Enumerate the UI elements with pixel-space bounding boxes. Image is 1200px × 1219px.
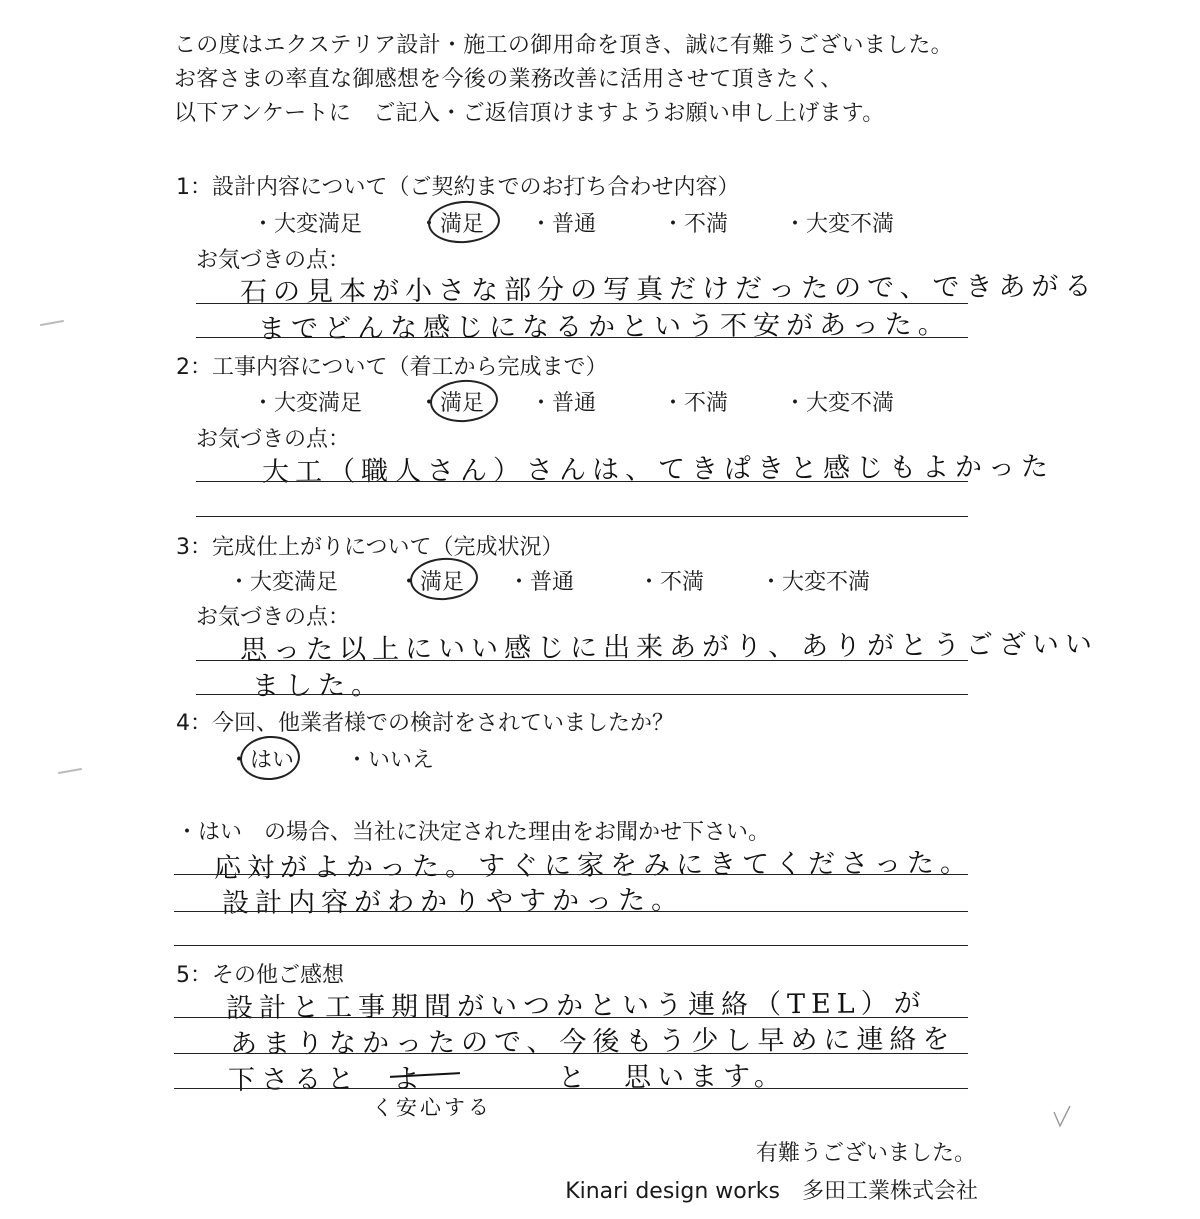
reason-answer-line-1: 応対がよかった。すぐに家をみにきてくださった。 (213, 847, 974, 884)
reason-rule-3 (174, 945, 968, 946)
q1-option-very-satisfied: ・大変満足 (252, 212, 363, 237)
intro-line-2: お客さまの率直な御感想を今後の業務改善に活用させて頂きたく、 (174, 67, 843, 92)
q3-option-very-satisfied: ・大変満足 (228, 570, 339, 595)
q5-rule-3 (174, 1088, 968, 1089)
q3-option-normal: ・普通 (508, 570, 575, 595)
q2-option-dissatisfied: ・不満 (662, 391, 729, 416)
intro-line-1: この度はエクステリア設計・施工の御用命を頂き、誠に有難うございました。 (174, 33, 953, 58)
q2-option-very-satisfied: ・大変満足 (252, 391, 363, 416)
q1-answer-line-1: 石の見本が小さな部分の写真だけだったので、できあがる (239, 271, 1098, 308)
q1-rule-2 (196, 337, 968, 338)
q2-title: 2：工事内容について（着工から完成まで） (176, 355, 608, 380)
q2-rule-2 (196, 516, 968, 517)
q2-option-satisfied: ・満足 (418, 391, 485, 416)
q2-selected-circle (429, 378, 500, 425)
q4-selected-circle (239, 734, 302, 782)
q1-option-very-dissatisfied: ・大変不満 (784, 212, 895, 237)
q1-option-dissatisfied: ・不満 (662, 212, 729, 237)
reason-rule-1 (174, 874, 968, 875)
q3-rule-2 (196, 694, 968, 695)
q5-answer-line-3: 下さると よ と 思います。 (227, 1061, 787, 1096)
q3-answer-line-1: 思った以上にいい感じに出来あがり、ありがとうございい (239, 629, 1099, 666)
intro-line-3: 以下アンケートに ご記入・ご返信頂けますようお願い申し上げます。 (174, 101, 885, 126)
q2-option-very-dissatisfied: ・大変不満 (784, 391, 895, 416)
q1-note-label: お気づきの点： (196, 248, 351, 273)
q2-rule-1 (196, 481, 968, 482)
q3-option-satisfied: ・満足 (398, 570, 465, 595)
q1-title: 1：設計内容について（ご契約までのお打ち合わせ内容） (176, 175, 740, 200)
scan-mark (58, 768, 82, 774)
reason-title: ・はい の場合、当社に決定された理由をお聞かせ下さい。 (176, 820, 771, 845)
q4-option-no: ・いいえ (346, 748, 435, 773)
q1-answer-line-2: までどんな感じになるかという不安があった。 (257, 309, 951, 345)
q5-rule-2 (174, 1053, 968, 1054)
q1-option-normal: ・普通 (530, 212, 597, 237)
scan-mark (40, 320, 64, 326)
q3-answer-line-2: ました。 (251, 670, 385, 702)
q5-answer-line-1: 設計と工事期間がいつかという連絡（TEL）が (225, 988, 927, 1024)
q2-note-label: お気づきの点： (196, 427, 351, 452)
q4-option-yes: ・はい (228, 748, 295, 773)
company-name: Kinari design works 多田工業株式会社 (565, 1179, 978, 1204)
check-mark (1052, 1104, 1072, 1128)
q5-answer-line-2: あまりなかったので、今後もう少し早めに連絡を (229, 1023, 956, 1060)
reason-rule-2 (174, 911, 968, 912)
q3-title: 3：完成仕上がりについて（完成状況） (176, 535, 564, 560)
q4-title: 4：今回、他業者様での検討をされていましたか？ (176, 711, 674, 736)
q1-selected-circle (427, 199, 502, 246)
q3-rule-1 (196, 660, 968, 661)
reason-answer-line-2: 設計内容がわかりやすかった。 (221, 884, 685, 919)
q1-option-satisfied: ・満足 (418, 212, 485, 237)
q3-option-very-dissatisfied: ・大変不満 (760, 570, 871, 595)
q3-option-dissatisfied: ・不満 (638, 570, 705, 595)
q3-note-label: お気づきの点： (196, 605, 351, 630)
q5-title: 5：その他ご感想 (176, 963, 344, 988)
q5-answer-insert: く安心する (371, 1095, 493, 1120)
q2-option-normal: ・普通 (530, 391, 597, 416)
closing-text: 有難うございました。 (755, 1141, 976, 1166)
q2-answer-line-1: 大工（職人さん）さんは、てきぱきと感じもよかった (261, 451, 1055, 488)
